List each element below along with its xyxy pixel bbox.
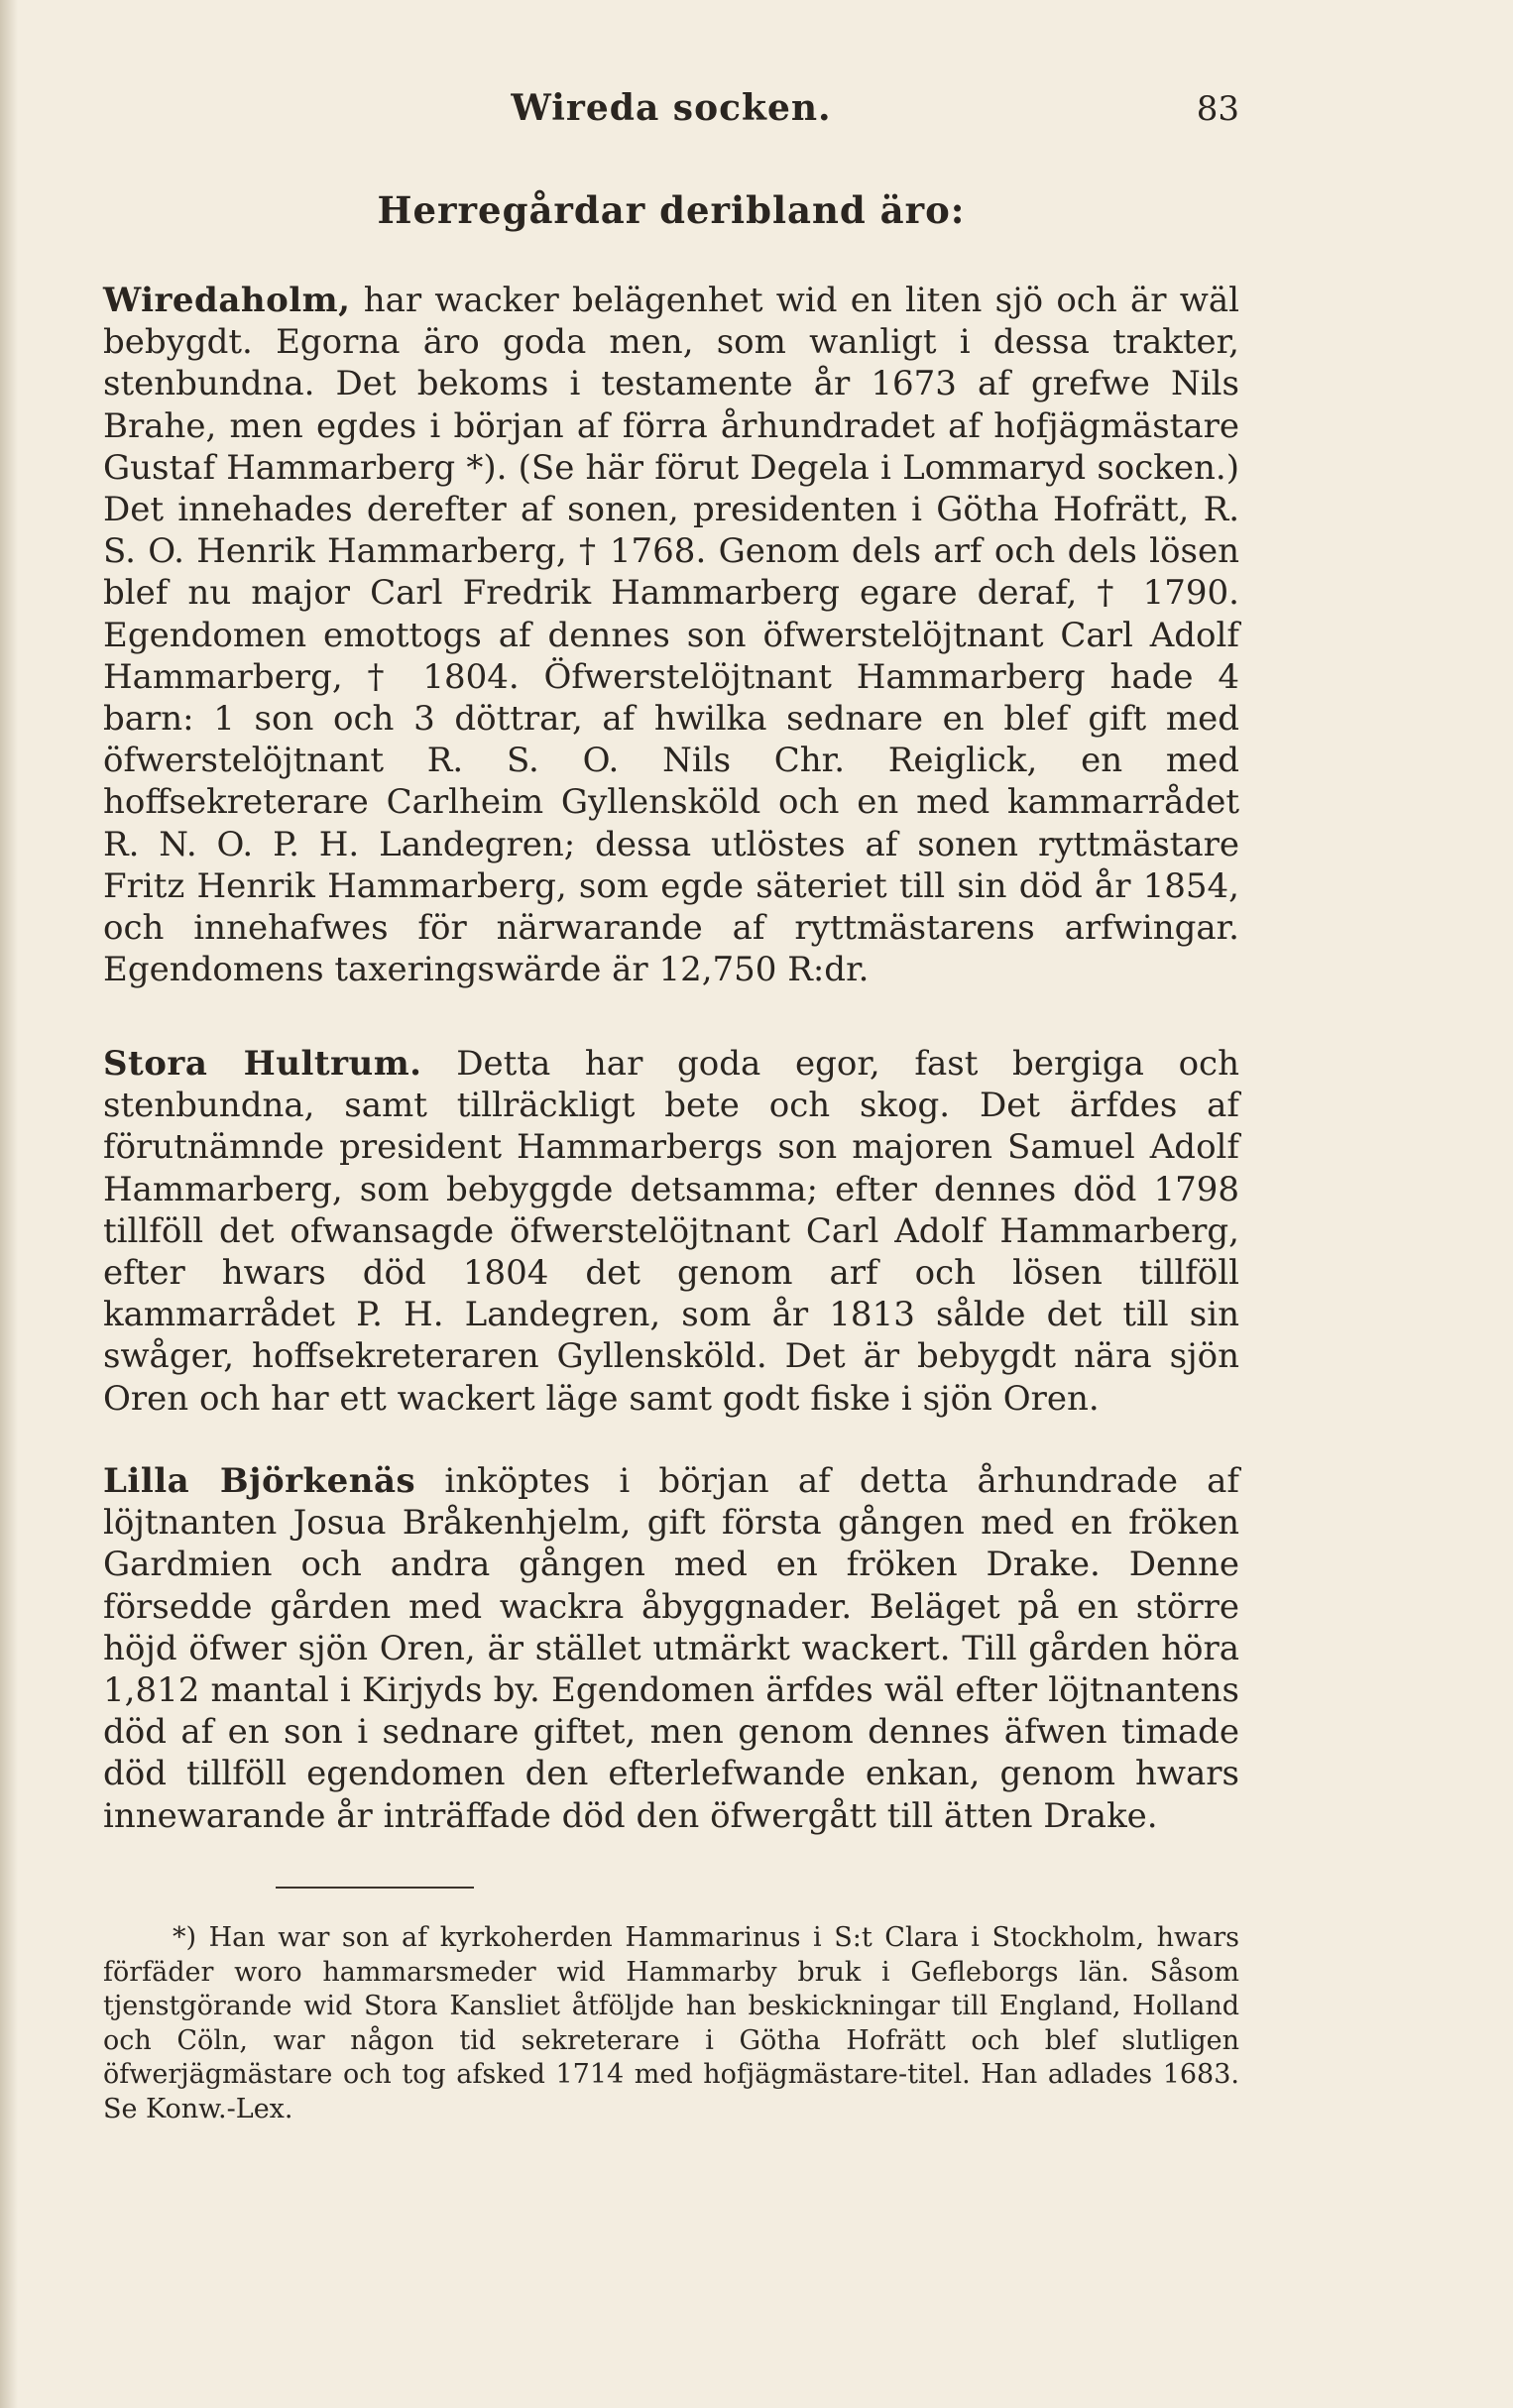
paragraph-stora-hultrum [103,1043,1239,1420]
paragraph-wiredaholm [103,280,1239,990]
footnote-divider [276,1887,474,1889]
paragraph-text: har wacker belägenhet wid en liten sjö och är wäl bebygdt. Egorna äro goda men, som wanligt i dessa trakter, stenbundna. Det bekoms i testamente år 1673 af grefwe Nils Brahe, men egdes i början af förra århundradet af hofjägmästare Gustaf Hammarberg *). (Se här förut Degela i Lommaryd socken.) Det innehades derefter af sonen, presidenten i Götha Hofrätt, R. S. O. Henrik Hammarberg, † 1768. Genom dels arf och dels lösen blef nu major Carl Fredrik Hammarberg egare deraf, † 1790. Egendomen emottogs af dennes son öfwerstelöjtnant Carl Adolf Hammarberg, † 1804. Öfwerstelöjtnant Hammarberg hade 4 barn: 1 son och 3 döttrar, af hwilka sednare en blef gift med öfwerstelöjtnant R. S. O. Nils Chr. Reiglick, en med hoffsekreterare Carlheim Gyllensköld och en med kammarrådet R. N. O. P. H. Landegren; dessa utlöstes af sonen ryttmästare Fritz Henrik Hammarberg, som egde säteriet till sin död år 1854, och innehafwes för närwarande af ryttmästarens arfwingar. Egendomens taxeringswärde är 12,750 R:dr. [103,281,1239,990]
page-header [103,87,1239,147]
paragraph-text: Detta har goda egor, fast bergiga och stenbundna, samt tillräckligt bete och skog. Det ärfdes af förutnämnde president Hammarbergs son majoren Samuel Adolf Hammarberg, som bebyggde detsamma; efter dennes död 1798 tillföll det ofwansagde öfwerstelöjtnant Carl Adolf Hammarberg, efter hwars död 1804 det genom arf och lösen tillföll kammarrådet P. H. Landegren, som år 1813 sålde det till sin swåger, hoffsekreteraren Gyllensköld. Det är bebygdt nära sjön Oren och har ett wackert läge samt godt fiske i sjön Oren. [103,1044,1239,1419]
paragraph-lead: Stora Hultrum. [103,1044,422,1084]
running-title: Wireda socken. [511,87,832,129]
paragraph-lead: Lilla Björkenäs [103,1461,416,1501]
footnote: *) Han war son af kyrkoherden Hammarinus i S:t Clara i Stockholm, hwars förfäder woro hammarsmeder wid Hammarby bruk i Gefleborgs län. Såsom tjenstgörande wid Stora Kansliet åtföljde han beskickningar till England, Holland och Cöln, war någon tid sekreterare i Götha Hofrätt och blef slutligen öfwerjägmästare och tog afsked 1714 med hofjägmästare-titel. Han adlades 1683. Se Konw.-Lex. [103,1922,1239,2124]
paragraph-lead: Wiredaholm, [103,281,351,320]
page-number: 83 [1196,89,1239,129]
page-edge-shadow [0,0,18,2408]
paragraph-lilla-bjorkenas [103,1460,1239,1837]
paragraph-text: inköptes i början af detta århundrade af löjtnanten Josua Bråkenhjelm, gift första gången med en fröken Gardmien och andra gången med en fröken Drake. Denne försedde gården med wackra åbyggnader. Beläget på en större höjd öfwer sjön Oren, är stället utmärkt wackert. Till gården höra 1,812 mantal i Kirjyds by. Egendomen ärfdes wäl efter löjtnantens död af en son i sednare giftet, men genom dennes äfwen timade död tillföll egendomen den efterlefwande enkan, genom hwars innewarande år inträffade död den öfwergått till ätten Drake. [103,1461,1239,1836]
section-heading: Herregårdar deribland äro: [377,188,966,232]
